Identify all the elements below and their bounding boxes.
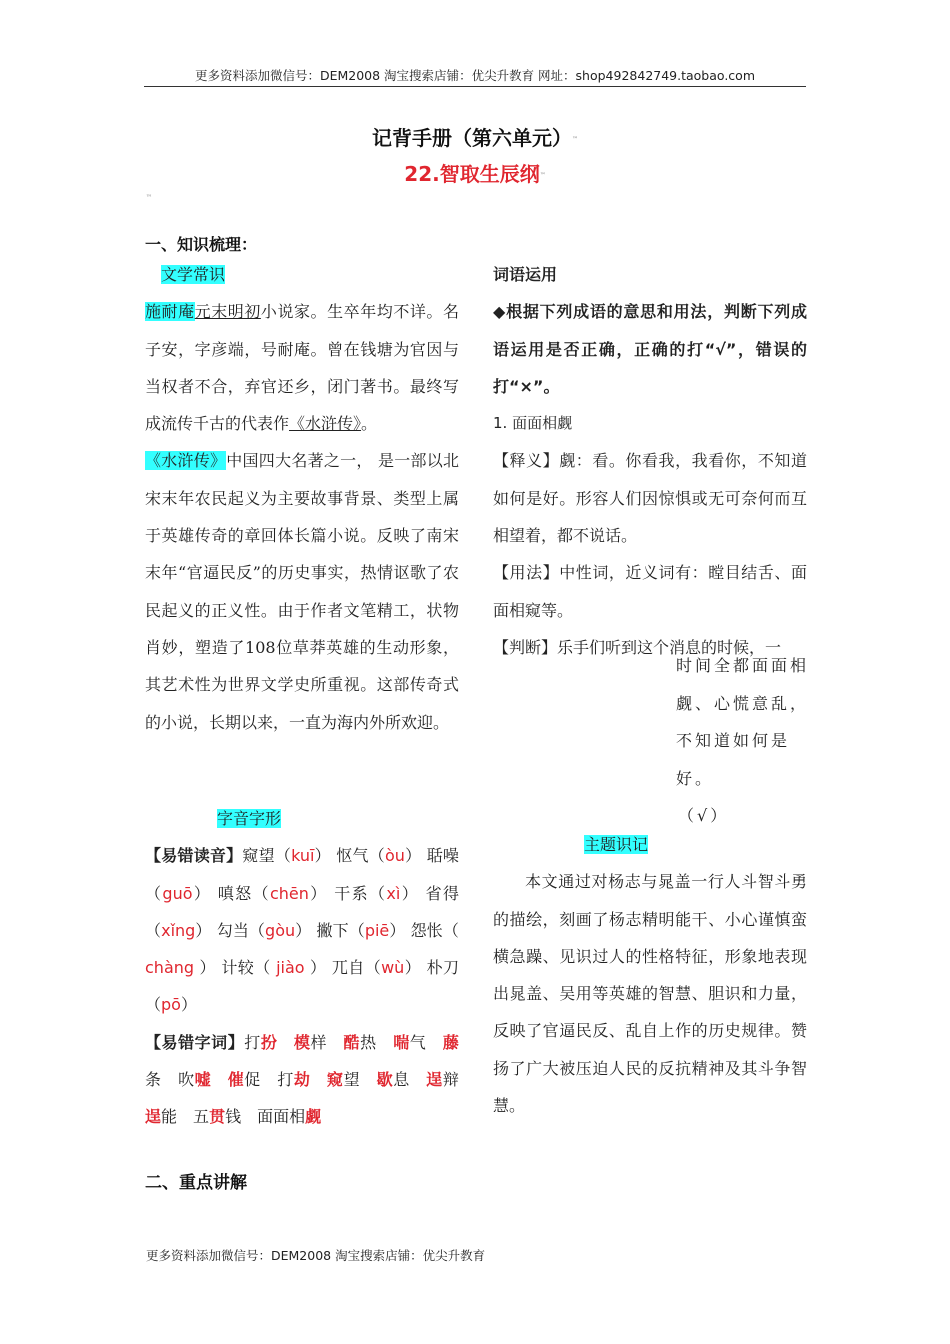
reading-open: （: [145, 995, 162, 1015]
wrong-char-red: 歇: [376, 1070, 394, 1090]
wrong-char-red: 贯: [209, 1107, 226, 1127]
wrong-char-red: 觑: [305, 1107, 322, 1127]
wrong-char-red: 模: [293, 1032, 311, 1052]
literature-section: [145, 256, 459, 741]
wrong-char-item: [426, 1070, 459, 1089]
wrong-char-red: 扮: [260, 1032, 278, 1052]
pronunciation-label: 字音字形: [217, 809, 282, 828]
wrong-char-red: 酷: [343, 1032, 361, 1052]
reading-close: ）: [295, 920, 312, 940]
wrong-char-red: 逞: [145, 1107, 162, 1127]
wrong-char-item: [193, 1107, 241, 1126]
idiom-instruction: ◆根据下列成语的意思和用法，判断下列成语运用是否正确，正确的打“√”，错误的打“×”。: [493, 302, 807, 396]
wrong-char-item: [145, 1107, 177, 1126]
wrong-char-post: 望: [343, 1070, 361, 1090]
wrong-char-red: 窥: [327, 1070, 344, 1090]
reading-word: 撇下: [316, 920, 349, 940]
reading-pinyin: jiào: [276, 958, 305, 978]
reading-close: ）: [195, 920, 212, 940]
reading-pinyin: kuī: [291, 846, 315, 866]
reading-pinyin: guō: [162, 883, 193, 903]
reading-item: [218, 884, 328, 903]
reading-close: ）: [192, 883, 212, 903]
readings-list: [145, 837, 459, 1023]
reading-open: （: [145, 920, 162, 940]
lesson-title: [0, 158, 950, 187]
small-mark: ™: [146, 194, 152, 201]
wrong-char-label: 【易错字词】: [145, 1032, 245, 1052]
reading-pinyin: gòu: [265, 920, 296, 940]
page-footer: 更多资料添加微信号：DEM2008 淘宝搜索店铺：优尖升教育: [146, 1248, 486, 1263]
theme-label: 主题识记: [584, 835, 649, 854]
judge-line: 时间全都面面相: [676, 656, 810, 675]
page-header: 更多资料添加微信号：DEM2008 淘宝搜索店铺：优尖升教育 网址：shop492842749.taobao.com: [194, 68, 756, 83]
theme-section: [493, 826, 807, 1124]
reading-open: （: [368, 883, 387, 903]
wrong-char-pre: 打: [244, 1032, 261, 1052]
wrong-char-post: 辩: [442, 1070, 459, 1090]
judge-line: 不知道如何是好。: [676, 731, 791, 788]
wrong-char-red: 嘘: [194, 1070, 212, 1090]
author-paragraph: [145, 293, 459, 442]
wrong-char-post: 促: [244, 1070, 261, 1090]
reading-pinyin: piē: [364, 920, 390, 940]
reading-word: 勾当: [216, 920, 249, 940]
reading-word: 窥望: [242, 846, 275, 866]
reading-close: ）: [404, 958, 422, 978]
reading-pinyin: xǐng: [161, 920, 196, 940]
reading-item: [334, 884, 419, 903]
idiom-heading: 词语运用: [493, 265, 558, 284]
wrong-char-red: 喘: [393, 1032, 410, 1052]
reading-word: 朴刀: [426, 958, 459, 978]
wrong-char-post: 息: [393, 1070, 410, 1090]
work-description: 中国四大名著之一， 是一部以北宋末年农民起义为主要故事背景、类型上属于英雄传奇的章回体长篇小说。反映了南宋末年“官逼民反”的历史事实，热情讴歌了农民起义的正义性。由于作者文笔精工，状物肖妙，塑造了108位草莽英雄的生动形象，其艺术性为世界文学史所重视。这部传奇式的小说，长期以来，一直为海内外所欢迎。: [145, 451, 459, 732]
reading-open: （: [252, 883, 270, 903]
work-paragraph: [145, 442, 459, 740]
reading-item: [217, 921, 312, 940]
wrong-char-item: [277, 1070, 310, 1089]
theme-text: 本文通过对杨志与晁盖一行人斗智斗勇的描绘，刻画了杨志精明能干、小心谨慎蛮横急躁、见识过人的性格特征，形象地表现出晁盖、吴用等英雄的智慧、胆识和力量，反映了官逼民反、乱自上作的历史规律。赞扬了广大被压迫人民的反抗精神及其斗争智慧。: [493, 872, 807, 1116]
author-bio: 小说家。生卒年均不详。名子安，字彦端，号耐庵。曾在钱塘为官因与当权者不合，弃官还乡，闭门著书。最终写成流传千古的代表作: [145, 302, 459, 434]
wrong-char-item: [244, 1033, 277, 1052]
reading-open: （: [248, 920, 266, 940]
reading-word: 嗔怒: [217, 883, 253, 903]
reading-open: （: [348, 920, 365, 940]
reading-word: 干系: [334, 883, 369, 903]
reading-item: [336, 846, 421, 865]
wrong-char-red: 逞: [426, 1070, 443, 1090]
reading-close: ）: [308, 883, 328, 903]
wrong-char-item: [327, 1070, 360, 1089]
wrong-char-post: 热: [360, 1032, 377, 1052]
meaning-label: 【释义】: [493, 451, 560, 471]
section-heading-knowledge: 一、知识梳理：: [145, 235, 258, 254]
work-reference: 《水浒传》: [289, 414, 362, 434]
wrong-char-item: [294, 1033, 327, 1052]
reading-close: ）: [314, 846, 331, 866]
lesson-title-text: 22.智取生辰纲: [404, 162, 540, 186]
wrong-reading-label: 【易错读音】: [145, 846, 243, 866]
judge-text: 乐手们听到这个消息的时候，一: [557, 637, 782, 657]
reading-word: 兀自: [331, 958, 365, 978]
judge-label: 【判断】: [493, 637, 558, 657]
judge-line: 觑、心慌意乱，: [676, 693, 810, 713]
wrong-char-post: 气: [409, 1032, 427, 1052]
page-title: [0, 122, 950, 151]
literature-label: 文学常识: [161, 265, 226, 284]
wrong-char-red: 藤: [442, 1032, 459, 1052]
reading-open: （: [145, 883, 163, 903]
reading-close: ）: [180, 995, 197, 1015]
reading-item: [221, 958, 326, 977]
reading-word: 聒噪: [426, 846, 459, 866]
page-title-text: 记背手册（第六单元）: [372, 126, 572, 150]
reading-open: （: [364, 958, 382, 978]
reading-pinyin: chàng: [145, 958, 195, 978]
wrong-char-item: [344, 1033, 377, 1052]
reading-word: 怄气: [336, 846, 369, 866]
reading-item: [317, 921, 406, 940]
idiom-usage: [493, 554, 807, 629]
reading-word: 省得: [425, 883, 459, 903]
header-divider: [144, 86, 806, 87]
reading-word: 计较: [221, 958, 255, 978]
reading-pinyin: chēn: [269, 883, 309, 903]
reading-open: （: [442, 920, 459, 940]
idiom-meaning: [493, 442, 807, 554]
title-mark: ™: [572, 136, 578, 143]
wrong-char-item: [228, 1070, 261, 1089]
reading-open: （: [368, 846, 385, 866]
reading-pinyin: òu: [384, 846, 405, 866]
reading-close: ）: [400, 883, 420, 903]
judge-continuation: [676, 647, 826, 835]
wrong-chars-list: [145, 1024, 459, 1136]
wrong-char-pre: 吹: [178, 1070, 195, 1090]
wrong-char-item: [393, 1033, 426, 1052]
author-era: 元末明初: [194, 302, 261, 322]
reading-open: （: [254, 958, 277, 978]
work-label: 《水浒传》: [145, 451, 227, 471]
reading-close: ）: [194, 958, 216, 978]
idiom-item-title: 1. 面面相觑: [493, 414, 573, 433]
wrong-char-item: [377, 1070, 410, 1089]
wrong-char-pre: 面面相: [257, 1107, 306, 1127]
section-heading-key-points: 二、重点讲解: [145, 1173, 247, 1193]
wrong-char-post: 钱: [225, 1107, 242, 1127]
wrong-char-post: 能: [161, 1107, 178, 1127]
wrong-char-red: 催: [227, 1070, 245, 1090]
wrong-char-red: 劫: [293, 1070, 311, 1090]
usage-label: 【用法】: [493, 563, 560, 583]
reading-pinyin: xì: [386, 883, 401, 903]
reading-close: ）: [404, 846, 422, 866]
reading-pinyin: pō: [161, 995, 181, 1015]
judge-answer: （√）: [678, 806, 730, 825]
wrong-char-item: [257, 1107, 321, 1126]
reading-item: [332, 958, 421, 977]
wrong-char-post: 样: [310, 1032, 327, 1052]
pronunciation-section: [145, 800, 459, 1136]
reading-close: ）: [304, 958, 327, 978]
wrong-char-pre: 打: [277, 1070, 294, 1090]
reading-item: [242, 846, 331, 865]
wrong-char-item: [178, 1070, 211, 1089]
usage-text: 中性词，近义词有：瞠目结舌、面面相窥等。: [493, 563, 807, 620]
wrong-char-pre: 五: [193, 1107, 210, 1127]
author-name: 施耐庵: [145, 302, 195, 322]
reading-word: 怨怅: [410, 920, 443, 940]
wrong-char-post: 条: [145, 1070, 162, 1090]
meaning-text: 觑：看。你看我，我看你，不知道如何是好。形容人们因惊惧或无可奈何而互相望着，都不说话。: [493, 451, 807, 546]
reading-open: （: [274, 846, 292, 866]
idiom-section: [493, 256, 807, 666]
lesson-mark: ™: [539, 172, 546, 179]
author-paragraph-end: 。: [361, 414, 378, 434]
reading-pinyin: wù: [381, 958, 405, 978]
reading-close: ）: [389, 920, 406, 940]
